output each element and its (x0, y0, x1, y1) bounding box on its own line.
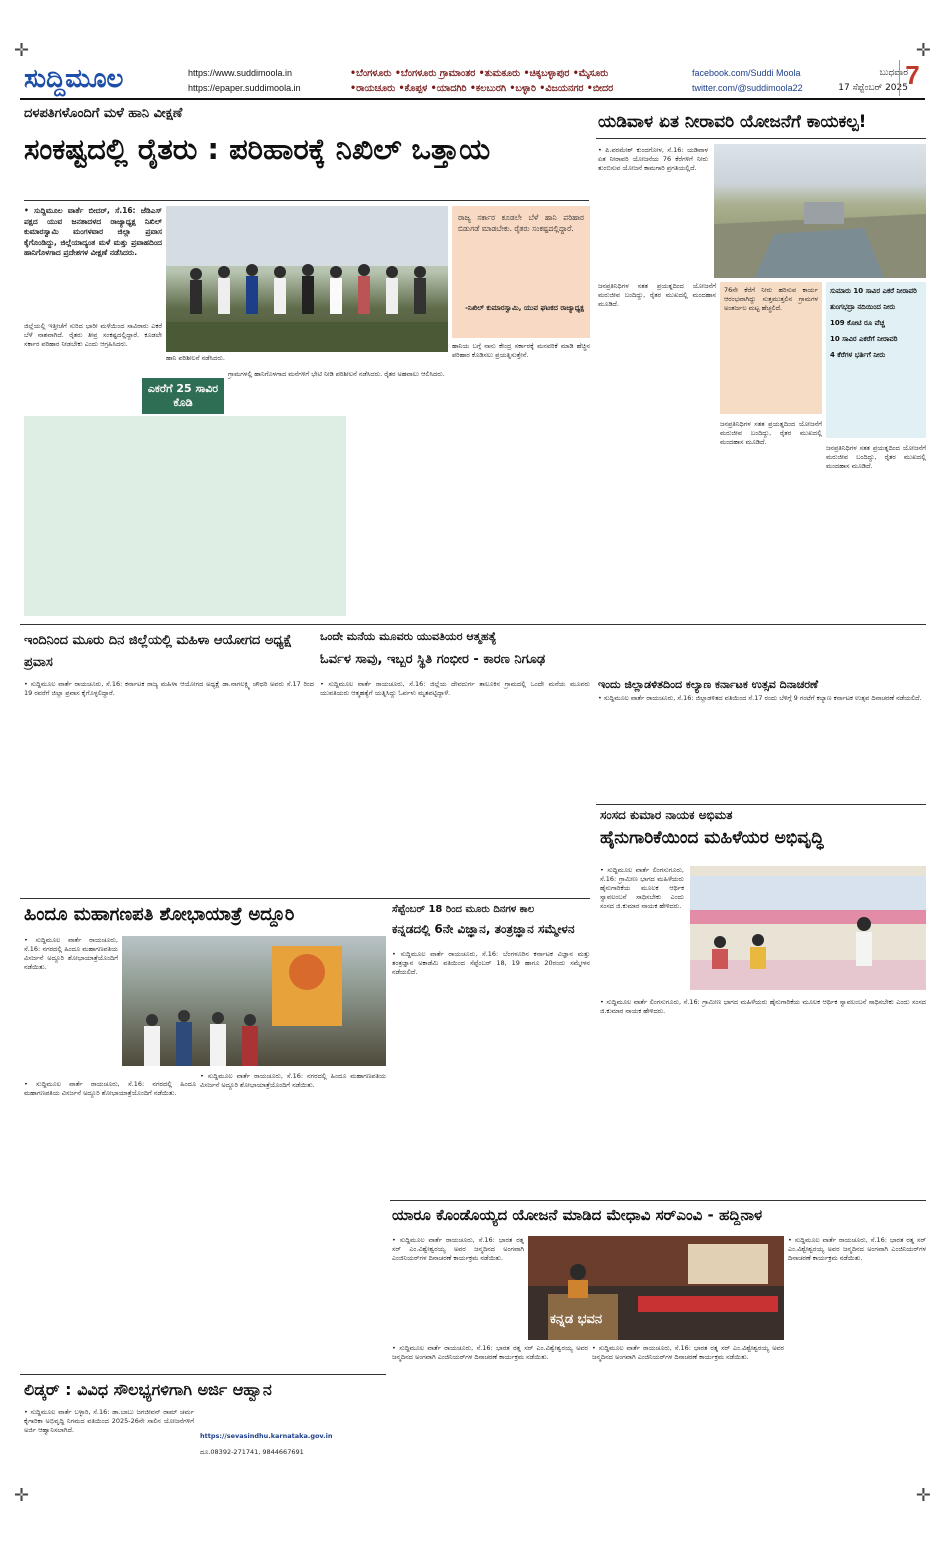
story1-kicker: ದಳಪತಿಗಳೊಂದಿಗೆ ಮಳೆ ಹಾನಿ ವೀಕ್ಷಣೆ (24, 106, 183, 121)
story8-headline2[interactable]: ಕನ್ನಡದಲ್ಲಿ 6ನೇ ವಿಜ್ಞಾನ, ತಂತ್ರಜ್ಞಾನ ಸಮ್ಮೇಳನ (392, 922, 575, 936)
registration-mark-icon: ✛ (915, 40, 931, 61)
story6-col: • ಸುದ್ದಿಮೂಲ ವಾರ್ತೆ ಲಿಂಗಸುಗೂರು, ಸೆ.16: ಗ್ರಾಮೀಣ ಭಾಗದ ಮಹಿಳೆಯರು ಹೈನುಗಾರಿಕೆಯ ಮೂಲಕ ಆರ್ಥಿಕ ಸ್ವಾವಲಂಬನೆ ಸಾಧಿಸಬೇಕು ಎಂದು ಸಂಸದ ಜಿ.ಕುಮಾರ ನಾಯಕ ಹೇಳಿದರು. (600, 998, 926, 1015)
story9-col: • ಸುದ್ದಿಮೂಲ ವಾರ್ತೆ ರಾಯಚೂರು, ಸೆ.16: ಭಾರತ ರತ್ನ ಸರ್ ಎಂ.ವಿಶ್ವೇಶ್ವರಯ್ಯ ಅವರ ಜನ್ಮದಿನದ ಅಂಗವಾಗಿ ಎಂಜಿನಿಯರ್‌ಗಳ ದಿನಾಚರಣೆ ಕಾರ್ಯಕ್ರಮ ನಡೆಯಿತು. (392, 1344, 588, 1361)
story10-phone: ದೂ.08392-271741, 9844667691 (200, 1448, 304, 1456)
registration-mark-icon: ✛ (14, 1485, 30, 1506)
story7-col: • ಸುದ್ದಿಮೂಲ ವಾರ್ತೆ ರಾಯಚೂರು, ಸೆ.16: ನಗರದಲ್ಲಿ ಹಿಂದೂ ಮಹಾಗಣಪತಿಯ ವಿಸರ್ಜನೆ ಅದ್ದೂರಿ ಶೋಭಾಯಾತ್ರೆಯೊಂದಿಗೆ ನಡೆಯಿತು. (24, 1080, 196, 1097)
bullet-item: ತುಂಗಭದ್ರಾ ನದಿಯಿಂದ ನೀರು (830, 303, 896, 311)
date: 17 ಸೆಪ್ಟೆಂಬರ್ 2025 (838, 83, 908, 93)
story2-col: ಜನಪ್ರತಿನಿಧಿಗಳ ಸತತ ಪ್ರಯತ್ನದಿಂದ ಯೋಜನೆಗೆ ಮರುಜೀವ ಬಂದಿದ್ದು, ರೈತರ ಮುಖದಲ್ಲಿ ಮಂದಹಾಸ ಮೂಡಿದೆ. (720, 420, 822, 446)
issue-date (838, 66, 908, 96)
edition-cities (350, 66, 680, 96)
story9-col: • ಸುದ್ದಿಮೂಲ ವಾರ್ತೆ ರಾಯಚೂರು, ಸೆ.16: ಭಾರತ ರತ್ನ ಸರ್ ಎಂ.ವಿಶ್ವೇಶ್ವರಯ್ಯ ಅವರ ಜನ್ಮದಿನದ ಅಂಗವಾಗಿ ಎಂಜಿನಿಯರ್‌ಗಳ ದಿನಾಚರಣೆ ಕಾರ್ಯಕ್ರಮ ನಡೆಯಿತು. (788, 1236, 926, 1262)
procession-illustration (122, 936, 386, 1066)
story1-green-panel (24, 416, 346, 616)
divider (24, 200, 589, 201)
story1-body1: ಜಿಲ್ಲೆಯಲ್ಲಿ ಇತ್ತೀಚೆಗೆ ಸುರಿದ ಭಾರೀ ಮಳೆಯಿಂದ ಸಾವಿರಾರು ಎಕರೆ ಬೆಳೆ ನಾಶವಾಗಿದೆ. ರೈತರು ತೀವ್ರ ಸಂಕಷ್ಟದಲ್ಲಿದ್ದಾರೆ. ಕೂಡಲೇ ಸರ್ಕಾರ ಪರಿಹಾರ ನೀಡಬೇಕು ಎಂದು ಆಗ್ರಹಿಸಿದರು. (24, 322, 162, 348)
story5-body: • ಸುದ್ದಿಮೂಲ ವಾರ್ತೆ ರಾಯಚೂರು, ಸೆ.16: ಜಿಲ್ಲಾಡಳಿತದ ವತಿಯಿಂದ ಸೆ.17 ರಂದು ಬೆಳಿಗ್ಗೆ 9 ಗಂಟೆಗೆ ಕಲ್ಯಾಣ ಕರ್ನಾಟಕ ಉತ್ಸವ ದಿನಾಚರಣೆ ನಡೆಯಲಿದೆ. (598, 694, 922, 702)
story2-bullets (826, 282, 926, 438)
canal-illustration (714, 144, 926, 278)
story6-body: • ಸುದ್ದಿಮೂಲ ವಾರ್ತೆ ಲಿಂಗಸುಗೂರು, ಸೆ.16: ಗ್ರಾಮೀಣ ಭಾಗದ ಮಹಿಳೆಯರು ಹೈನುಗಾರಿಕೆಯ ಮೂಲಕ ಆರ್ಥಿಕ ಸ್ವಾವಲಂಬನೆ ಸಾಧಿಸಬೇಕು ಎಂದು ಸಂಸದ ಜಿ.ಕುಮಾರ ನಾಯಕ ಹೇಳಿದರು. (600, 866, 684, 910)
story4-body: • ಸುದ್ದಿಮೂಲ ವಾರ್ತೆ ರಾಯಚೂರು, ಸೆ.16: ಜಿಲ್ಲೆಯ ದೇವದುರ್ಗ ತಾಲೂಕಿನ ಗ್ರಾಮದಲ್ಲಿ ಒಂದೇ ಮನೆಯ ಮೂವರು ಯುವತಿಯರು ಆತ್ಮಹತ್ಯೆಗೆ ಯತ್ನಿಸಿದ್ದು ಓರ್ವಳು ಮೃತಪಟ್ಟಿದ್ದಾಳೆ. (320, 680, 590, 697)
story2-body: ಜನಪ್ರತಿನಿಧಿಗಳ ಸತತ ಪ್ರಯತ್ನದಿಂದ ಯೋಜನೆಗೆ ಮರುಜೀವ ಬಂದಿದ್ದು, ರೈತರ ಮುಖದಲ್ಲಿ ಮಂದಹಾಸ ಮೂಡಿದೆ. (598, 282, 716, 308)
story7-photo (122, 936, 386, 1066)
story2-photo (714, 144, 926, 278)
crowd-illustration (166, 206, 448, 352)
divider (20, 1374, 386, 1375)
story6-kicker: ಸಂಸದ ಕುಮಾರ ನಾಯಕ ಅಭಿಮತ (600, 808, 733, 822)
story9-headline[interactable]: ಯಾರೂ ಕೊಂಡೊಯ್ಯದ ಯೋಜನೆ ಮಾಡಿದ ಮೇಧಾವಿ ಸರ್‌ಎಂವಿ - ಹದ್ದಿನಾಳ (392, 1206, 763, 1224)
highlight-text: 76ನೇ ಕೆರೆಗೆ ನೀರು ಹರಿಸುವ ಕಾರ್ಯ ಆರಂಭವಾಗಿದ್ದು ಸುತ್ತಮುತ್ತಲಿನ ಗ್ರಾಮಗಳ ಅಂತರ್ಜಲ ಮಟ್ಟ ಹೆಚ್ಚಲಿದೆ. (724, 286, 818, 312)
divider (390, 1200, 926, 1201)
story6-headline[interactable]: ಹೈನುಗಾರಿಕೆಯಿಂದ ಮಹಿಳೆಯರ ಅಭಿವೃದ್ಧಿ (600, 828, 824, 848)
quote-text: ರಾಜ್ಯ ಸರ್ಕಾರ ಕೂಡಲೇ ಬೆಳೆ ಹಾನಿ ಪರಿಹಾರ ಬಿಡುಗಡೆ ಮಾಡಬೇಕು. ರೈತರು ಸಂಕಷ್ಟದಲ್ಲಿದ್ದಾರೆ. (458, 213, 584, 233)
story4-headline2[interactable]: ಓರ್ವಳ ಸಾವು, ಇಬ್ಬರ ಸ್ಥಿತಿ ಗಂಭೀರ - ಕಾರಣ ನಿಗೂಢ (320, 652, 546, 667)
story7-body: • ಸುದ್ದಿಮೂಲ ವಾರ್ತೆ ರಾಯಚೂರು, ಸೆ.16: ನಗರದಲ್ಲಿ ಹಿಂದೂ ಮಹಾಗಣಪತಿಯ ವಿಸರ್ಜನೆ ಅದ್ದೂರಿ ಶೋಭಾಯಾತ್ರೆಯೊಂದಿಗೆ ನಡೆಯಿತು. (24, 936, 118, 971)
story2-headline[interactable]: ಯಡಿವಾಳ ಏತ ನೀರಾವರಿ ಯೋಜನೆಗೆ ಕಾಯಕಲ್ಪ! (598, 112, 867, 132)
factbox-text: ಎಕರೆಗೆ 25 ಸಾವಿರ ಕೊಡಿ (147, 382, 219, 409)
story1-lead: • ಸುದ್ದಿಮೂಲ ವಾರ್ತೆ ಬೀದರ್, ಸೆ.16: ಜೆಡಿಎಸ್ ಪಕ್ಷದ ಯುವ ಜನತಾದಳದ ರಾಜ್ಯಾಧ್ಯಕ್ಷ ನಿಖಿಲ್ ಕುಮಾರಸ್ವಾಮಿ ಮಂಗಳವಾರ ಜಿಲ್ಲಾ ಪ್ರವಾಸ ಕೈಗೊಂಡಿದ್ದು, ಜಿಲ್ಲೆಯಾದ್ಯಂತ ಮಳೆ ಮತ್ತು ಪ್ರವಾಹದಿಂದ ಹಾನಿಗೊಳಗಾದ ಪ್ರದೇಶಗಳ ವೀಕ್ಷಣೆ ನಡೆಸಿದರು. (24, 206, 162, 257)
story1-quote-box (452, 206, 590, 338)
social-links (692, 66, 803, 96)
masthead (20, 60, 925, 100)
story5-headline[interactable]: ಇಂದು ಜಿಲ್ಲಾಡಳಿತದಿಂದ ಕಲ್ಯಾಣ ಕರ್ನಾಟಕ ಉತ್ಸವ ದಿನಾಚರಣೆ (598, 678, 819, 691)
logo: ಸುದ್ದಿಮೂಲ (24, 64, 124, 94)
website-links (188, 66, 301, 96)
story6-photo (690, 866, 926, 990)
story1-headline[interactable]: ಸಂಕಷ್ಟದಲ್ಲಿ ರೈತರು : ಪರಿಹಾರಕ್ಕೆ ನಿಖಿಲ್ ಒತ್ತಾಯ (24, 132, 491, 166)
divider (20, 898, 590, 899)
cities-line-1: •ಬೆಂಗಳೂರು •ಬೆಂಗಳೂರು ಗ್ರಾಮಾಂತರ •ತುಮಕೂರು •ಚಿಕ್ಕಬಳ್ಳಾಪುರ •ಮೈಸೂರು (350, 68, 609, 79)
bullet-item: 109 ಕೋಟಿ ರೂ ವೆಚ್ಚ (830, 319, 885, 327)
story1-caption: ಹಾನಿ ಪರಿಶೀಲನೆ ನಡೆಸಿದರು. (166, 354, 225, 362)
bullet-item: ಸುಮಾರು 10 ಸಾವಿರ ಎಕರೆ ನೀರಾವರಿ (830, 287, 917, 295)
story2-lead: • ಪಿ.ಪರಮೇಶ್ ಕುಂದಗೋಳ, ಸೆ.16: ಯಡಿವಾಳ ಏತ ನೀರಾವರಿ ಯೋಜನೆಯ 76 ಕೆರೆಗಳಿಗೆ ನೀರು ತುಂಬಿಸುವ ಯೋಜನೆ ಕಾಮಗಾರಿ ಪ್ರಗತಿಯಲ್ಲಿದೆ. (598, 146, 708, 172)
story10-headline[interactable]: ಲಿಡ್ಕರ್ : ವಿವಿಧ ಸೌಲಭ್ಯಗಳಿಗಾಗಿ ಅರ್ಜಿ ಆಹ್ವಾನ (24, 1380, 272, 1399)
epaper-link[interactable]: https://epaper.suddimoola.in (188, 83, 301, 93)
story2-highlight (720, 282, 822, 414)
event-illustration (690, 866, 926, 990)
cities-line-2: •ರಾಯಚೂರು •ಕೊಪ್ಪಳ •ಯಾದಗಿರಿ •ಕಲಬುರಗಿ •ಬಳ್ಳಾರಿ •ವಿಜಯನಗರ •ಬೀದರ (350, 83, 614, 94)
story9-photo (528, 1236, 784, 1340)
story9-body: • ಸುದ್ದಿಮೂಲ ವಾರ್ತೆ ರಾಯಚೂರು, ಸೆ.16: ಭಾರತ ರತ್ನ ಸರ್ ಎಂ.ವಿಶ್ವೇಶ್ವರಯ್ಯ ಅವರ ಜನ್ಮದಿನದ ಅಂಗವಾಗಿ ಎಂಜಿನಿಯರ್‌ಗಳ ದಿನಾಚರಣೆ ಕಾರ್ಯಕ್ರಮ ನಡೆಯಿತು. (392, 1236, 524, 1262)
story8-body: • ಸುದ್ದಿಮೂಲ ವಾರ್ತೆ ರಾಯಚೂರು, ಸೆ.16: ಬೆಂಗಳೂರಿನ ಕರ್ನಾಟಕ ವಿಜ್ಞಾನ ಮತ್ತು ತಂತ್ರಜ್ಞಾನ ಅಕಾಡೆಮಿ ವತಿಯಿಂದ ಸೆಪ್ಟೆಂಬರ್ 18, 19 ಹಾಗೂ 20ರಂದು ಸಮ್ಮೇಳನ ನಡೆಯಲಿದೆ. (392, 950, 590, 976)
facebook-link[interactable]: facebook.com/Suddi Moola (692, 68, 801, 78)
bullet-item: 4 ಕೆರೆಗಳ ಭರ್ತಿಗೆ ನೀರು (830, 351, 886, 359)
story7-col: • ಸುದ್ದಿಮೂಲ ವಾರ್ತೆ ರಾಯಚೂರು, ಸೆ.16: ನಗರದಲ್ಲಿ ಹಿಂದೂ ಮಹಾಗಣಪತಿಯ ವಿಸರ್ಜನೆ ಅದ್ದೂರಿ ಶೋಭಾಯಾತ್ರೆಯೊಂದಿಗೆ ನಡೆಯಿತು. (200, 1072, 386, 1089)
story10-url[interactable]: https://sevasindhu.karnataka.gov.in (200, 1432, 333, 1440)
story7-headline[interactable]: ಹಿಂದೂ ಮಹಾಗಣಪತಿ ಶೋಭಾಯಾತ್ರೆ ಅದ್ದೂರಿ (24, 904, 295, 925)
divider (596, 138, 926, 139)
story1-body2: ಗ್ರಾಮಗಳಲ್ಲಿ ಹಾನಿಗೊಳಗಾದ ಮನೆಗಳಿಗೆ ಭೇಟಿ ನೀಡಿ ಪರಿಶೀಲನೆ ನಡೆಸಿದರು. ರೈತರ ಅಹವಾಲು ಆಲಿಸಿದರು. (228, 370, 445, 378)
page-number: 7 (899, 60, 925, 96)
weekday: ಬುಧವಾರ (879, 68, 908, 78)
story8-headline1[interactable]: ಸೆಪ್ಟೆಂಬರ್ 18 ರಿಂದ ಮೂರು ದಿನಗಳ ಕಾಲ (392, 904, 535, 915)
story1-body3: ಹಾನಿಯ ಬಗ್ಗೆ ನಾನು ಕೇಂದ್ರ ಸರ್ಕಾರಕ್ಕೆ ಮನವರಿಕೆ ಮಾಡಿ ಹೆಚ್ಚಿನ ಪರಿಹಾರ ಕೊಡಿಸಲು ಪ್ರಯತ್ನಿಸುತ್ತೇನೆ. (452, 342, 590, 359)
quote-author: -ನಿಖಿಲ್ ಕುಮಾರಸ್ವಾಮಿ, ಯುವ ಘಟಕದ ರಾಜ್ಯಾಧ್ಯಕ್ಷ (465, 304, 584, 312)
story4-headline1[interactable]: ಒಂದೇ ಮನೆಯ ಮೂವರು ಯುವತಿಯರ ಆತ್ಮಹತ್ಯೆ (320, 630, 497, 643)
story3-headline[interactable]: ಇಂದಿನಿಂದ ಮೂರು ದಿನ ಜಿಲ್ಲೆಯಲ್ಲಿ ಮಹಿಳಾ ಆಯೋಗದ ಅಧ್ಯಕ್ಷೆ ಪ್ರವಾಸ (24, 633, 292, 670)
story9-col: • ಸುದ್ದಿಮೂಲ ವಾರ್ತೆ ರಾಯಚೂರು, ಸೆ.16: ಭಾರತ ರತ್ನ ಸರ್ ಎಂ.ವಿಶ್ವೇಶ್ವರಯ್ಯ ಅವರ ಜನ್ಮದಿನದ ಅಂಗವಾಗಿ ಎಂಜಿನಿಯರ್‌ಗಳ ದಿನಾಚರಣೆ ಕಾರ್ಯಕ್ರಮ ನಡೆಯಿತು. (592, 1344, 784, 1361)
story2-col: ಜನಪ್ರತಿನಿಧಿಗಳ ಸತತ ಪ್ರಯತ್ನದಿಂದ ಯೋಜನೆಗೆ ಮರುಜೀವ ಬಂದಿದ್ದು, ರೈತರ ಮುಖದಲ್ಲಿ ಮಂದಹಾಸ ಮೂಡಿದೆ. (826, 444, 926, 470)
story3-body: • ಸುದ್ದಿಮೂಲ ವಾರ್ತೆ ರಾಯಚೂರು, ಸೆ.16: ಕರ್ನಾಟಕ ರಾಜ್ಯ ಮಹಿಳಾ ಆಯೋಗದ ಅಧ್ಯಕ್ಷೆ ಡಾ.ನಾಗಲಕ್ಷ್ಮಿ ಚೌಧರಿ ಅವರು ಸೆ.17 ರಿಂದ 19 ರವರೆಗೆ ಜಿಲ್ಲಾ ಪ್ರವಾಸ ಕೈಗೊಳ್ಳಲಿದ್ದಾರೆ. (24, 680, 314, 697)
hall-banner: ಕನ್ನಡ ಭವನ (550, 1312, 603, 1327)
website-link[interactable]: https://www.suddimoola.in (188, 68, 293, 78)
registration-mark-icon: ✛ (14, 40, 30, 61)
divider (20, 624, 926, 625)
story1-photo (166, 206, 448, 352)
twitter-link[interactable]: twitter.com/@suddimoola22 (692, 83, 803, 93)
divider (596, 804, 926, 805)
bullet-item: 10 ಸಾವಿರ ಎಕರೆಗೆ ನೀರಾವರಿ (830, 335, 898, 343)
registration-mark-icon: ✛ (915, 1485, 931, 1506)
story1-factbox (142, 378, 224, 414)
story10-body: • ಸುದ್ದಿಮೂಲ ವಾರ್ತೆ ಬಳ್ಳಾರಿ, ಸೆ.16: ಡಾ.ಬಾಬು ಜಗಜೀವನ್ ರಾಮ್ ಚರ್ಮ ಕೈಗಾರಿಕಾ ಅಭಿವೃದ್ಧಿ ನಿಗಮದ ವತಿಯಿಂದ 2025-26ನೇ ಸಾಲಿನ ಯೋಜನೆಗಳಿಗೆ ಅರ್ಜಿ ಆಹ್ವಾನಿಸಲಾಗಿದೆ. (24, 1408, 194, 1434)
